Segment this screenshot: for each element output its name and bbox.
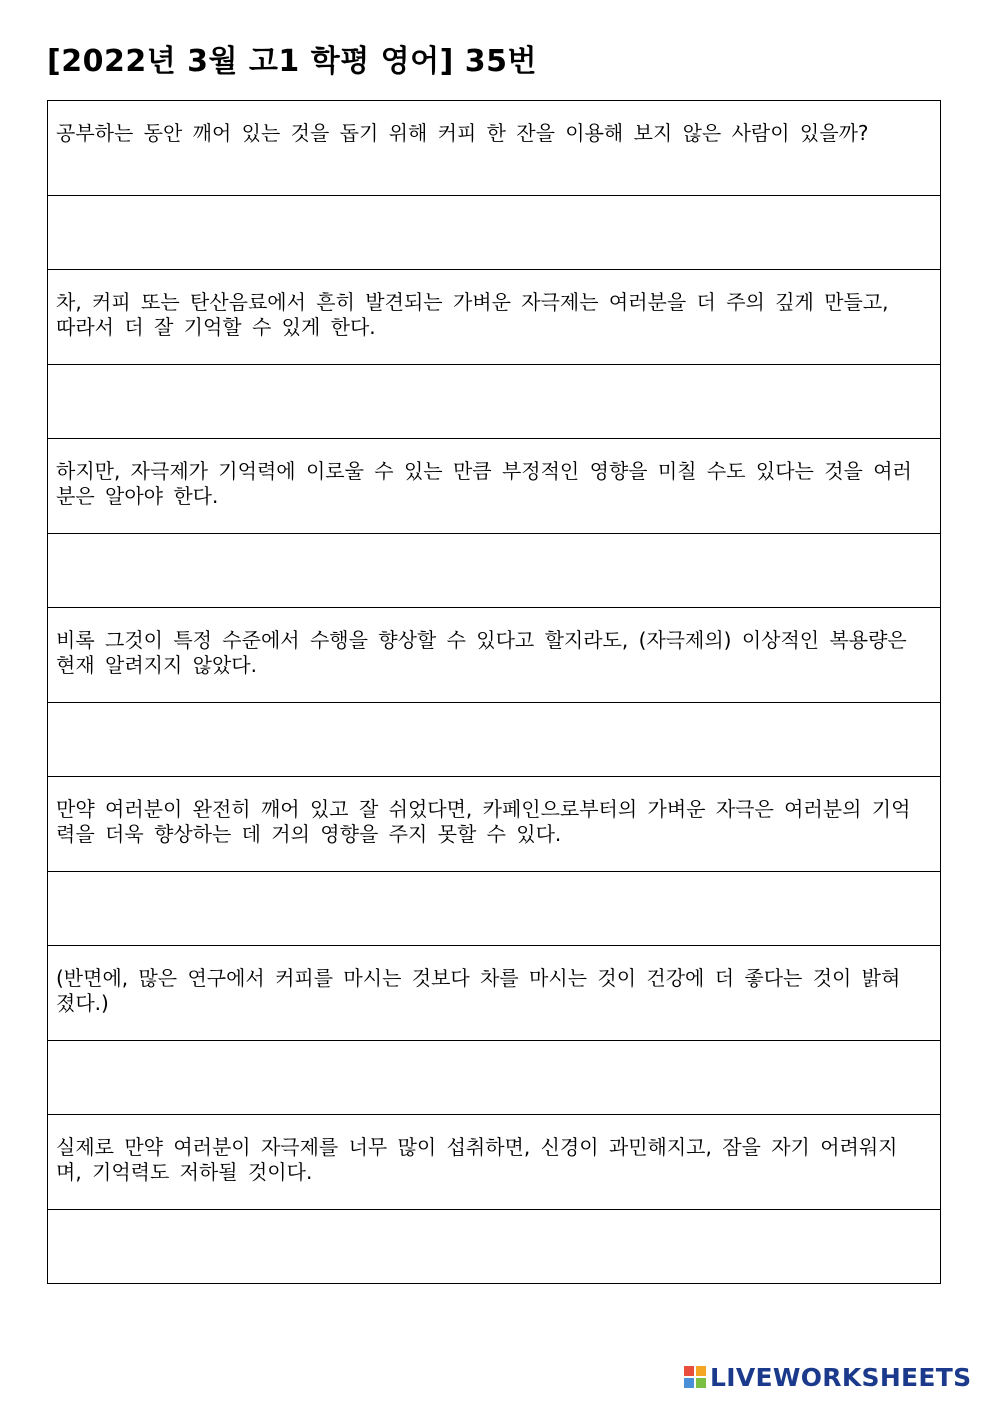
brand-name: LIVEWORKSHEETS (710, 1362, 972, 1392)
liveworksheets-brand (684, 1362, 971, 1392)
sentence-prompt-7: 실제로 만약 여러분이 자극제를 너무 많이 섭취하면, 신경이 과민해지고, 잠을 자기 어려워지며, 기억력도 저하될 것이다. (48, 1115, 940, 1210)
answer-box-3[interactable] (48, 534, 940, 608)
logo-square-green (696, 1378, 706, 1388)
logo-square-orange (696, 1366, 706, 1376)
sentence-prompt-1: 공부하는 동안 깨어 있는 것을 돕기 위해 커피 한 잔을 이용해 보지 않은 사람이 있을까? (48, 101, 940, 196)
sentence-prompt-3: 하지만, 자극제가 기억력에 이로울 수 있는 만큼 부정적인 영향을 미칠 수도 있다는 것을 여러분은 알아야 한다. (48, 439, 940, 534)
logo-square-red (684, 1366, 694, 1376)
worksheet-title: [2022년 3월 고1 학평 영어] 35번 (47, 44, 537, 79)
answer-box-1[interactable] (48, 196, 940, 270)
logo-square-blue (684, 1378, 694, 1388)
answer-box-7[interactable] (48, 1210, 940, 1284)
liveworksheets-logo-icon (684, 1366, 706, 1388)
sentence-prompt-5: 만약 여러분이 완전히 깨어 있고 잘 쉬었다면, 카페인으로부터의 가벼운 자극은 여러분의 기억력을 더욱 향상하는 데 거의 영향을 주지 못할 수 있다. (48, 777, 940, 872)
answer-box-2[interactable] (48, 365, 940, 439)
sentence-prompt-2: 차, 커피 또는 탄산음료에서 흔히 발견되는 가벼운 자극제는 여러분을 더 주의 깊게 만들고, 따라서 더 잘 기억할 수 있게 한다. (48, 270, 940, 365)
worksheet-table (47, 100, 941, 1284)
answer-box-4[interactable] (48, 703, 940, 777)
answer-box-6[interactable] (48, 1041, 940, 1115)
answer-box-5[interactable] (48, 872, 940, 946)
sentence-prompt-6: (반면에, 많은 연구에서 커피를 마시는 것보다 차를 마시는 것이 건강에 더 좋다는 것이 밝혀졌다.) (48, 946, 940, 1041)
sentence-prompt-4: 비록 그것이 특정 수준에서 수행을 향상할 수 있다고 할지라도, (자극제의) 이상적인 복용량은 현재 알려지지 않았다. (48, 608, 940, 703)
